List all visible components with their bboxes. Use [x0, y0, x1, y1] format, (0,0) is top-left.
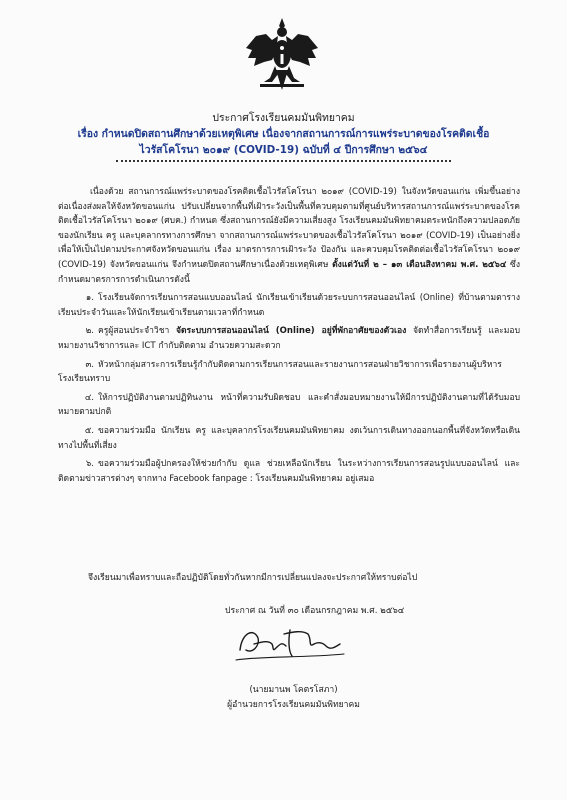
closing-statement: จึงเรียนมาเพื่อทราบและถือปฏิบัติโดยทั่วกันหากมีการเปลี่ยนแปลงจะประกาศให้ทราบต่อไป: [88, 573, 418, 583]
signatory-position: ผู้อำนวยการโรงเรียนคมมันพิทยาคม: [227, 700, 360, 710]
measure-item-6: [58, 457, 520, 486]
announcement-date: ประกาศ ณ วันที่ ๓๐ เดือนกรกฎาคม พ.ศ. ๒๕๖๔: [225, 606, 405, 616]
item-number: ๕.: [84, 425, 94, 436]
announcement-subject-line2: ไวรัสโคโรนา ๒๐๑๙ (COVID-19) ฉบับที่ ๔ ปีการศึกษา ๒๕๖๔: [139, 144, 428, 156]
item-number: ๖.: [85, 459, 94, 470]
intro-text-end: ซึ่งกำหนดมาตรการการดำเนินการดังนี้: [58, 259, 520, 285]
announcement-org: ประกาศโรงเรียนคมมันพิทยาคม: [212, 112, 355, 124]
item-number: ๒.: [85, 326, 94, 337]
measure-item-3: [58, 358, 520, 387]
item-text: ขอความร่วมมือ นักเรียน ครู และบุคลากรโรงเรียนคมมันพิทยาคม งดเว้นการเดินทางออกนอกพื้นที่จังหวัดหรือเดินทางไปพื้นที่เสี่ยง: [58, 425, 520, 451]
item-text: หัวหน้ากลุ่มสาระการเรียนรู้กำกับติดตามการเรียนการสอนและรายงานการสอนฝ่ายวิชาการเพื่อรายงานผู้บริหารโรงเรียนทราบ: [58, 359, 502, 385]
announcement-body: [58, 185, 520, 486]
measure-item-5: [58, 424, 520, 453]
star-divider: [116, 160, 451, 168]
item-text: ครูผู้สอนประจำวิชา: [98, 326, 170, 337]
intro-paragraph: [58, 185, 520, 287]
item-number: ๓.: [85, 359, 94, 370]
item-text: ให้การปฏิบัติงานตามปฏิทินงาน หน้าที่ความรับผิดชอบ และคำสั่งมอบหมายงานให้มีการปฏิบัติงานตามที่ได้รับมอบหมายตามปกติ: [58, 392, 520, 418]
item-number: ๔.: [84, 392, 94, 403]
item-text: โรงเรียนจัดการเรียนการสอนแบบออนไลน์ นักเรียนเข้าเรียนด้วยระบบการสอนออนไลน์ (Online) ที่บ้านตามตารางเรียนประจำวันและให้นักเรียนเข้าเรียนตามเวลาที่กำหนด: [58, 293, 520, 318]
item-text-end: จัดทำสื่อการเรียนรู้ และมอบหมายงานวิชาการและ ICT กำกับติดตาม อำนวยความสะดวก: [58, 326, 520, 351]
measure-item-1: [58, 291, 520, 320]
handwritten-signature: [232, 620, 348, 672]
measure-item-4: [58, 391, 520, 420]
intro-date-range: ตั้งแต่วันที่ ๒ – ๑๓ เดือนสิงหาคม พ.ศ. ๒๕๖๔: [332, 259, 507, 270]
intro-text: เนื่องด้วย สถานการณ์แพร่ระบาดของโรคติดเชื้อไวรัสโคโรนา ๒๐๑๙ (COVID-19) ในจังหวัดขอนแก่น เพิ่มขึ้นอย่างต่อเนื่องส่งผลให้จังหวัดขอนแก่น ปรับเปลี่ยนจากพื้นที่เฝ้าระวังเป็นพื้นที่ควบคุมตามที่ศูนย์บริหารสถานการณ์แพร่ระบาดของโรคติดเชื้อไวรัสโคโรนา ๒๐๑๙ (ศบค.) กำหนด ซึ่งสถานการณ์ยังมีความเสี่ยงสูง โรงเรียนคมมันพิทยาคมตระหนักถึงความปลอดภัยของนักเรียน ครู และบุคลากรทางการศึกษา จากสถานการณ์แพร่ระบาดของเชื้อไวรัสโคโรนา ๒๐๑๙ (COVID-19) เป็นอย่างยิ่ง เพื่อให้เป็นไปตามประกาศจังหวัดขอนแก่น เรื่อง มาตรการการเฝ้าระวัง ป้องกัน และควบคุมโรคติดต่อเชื้อไวรัสโคโรนา ๒๐๑๙ (COVID-19) จังหวัดขอนแก่น จึงกำหนดปิดสถานศึกษาเนื่องด้วยเหตุพิเศษ: [58, 187, 520, 270]
announcement-subject-line1: เรื่อง กำหนดปิดสถานศึกษาด้วยเหตุพิเศษ เนื่องจากสถานการณ์การแพร่ระบาดของโรคติดเชื้อ: [77, 128, 490, 140]
item-bold-text: จัดระบบการสอนออนไลน์ (Online) อยู่ที่พักอาศัยของตัวเอง: [176, 326, 407, 337]
measure-item-2: [58, 324, 520, 353]
signatory-name: (นายมานพ โคตรโสภา): [249, 685, 338, 695]
item-text: ขอความร่วมมือผู้ปกครองให้ช่วยกำกับ ดูแล ช่วยเหลือนักเรียน ในระหว่างการเรียนการสอนรูปแบบออนไลน์ และติดตามข่าวสารต่างๆ จากทาง Facebook fanpage : โรงเรียนคมมันพิทยาคม อยู่เสมอ: [58, 459, 520, 484]
item-number: ๑.: [85, 293, 94, 304]
garuda-emblem-icon: [242, 16, 322, 92]
